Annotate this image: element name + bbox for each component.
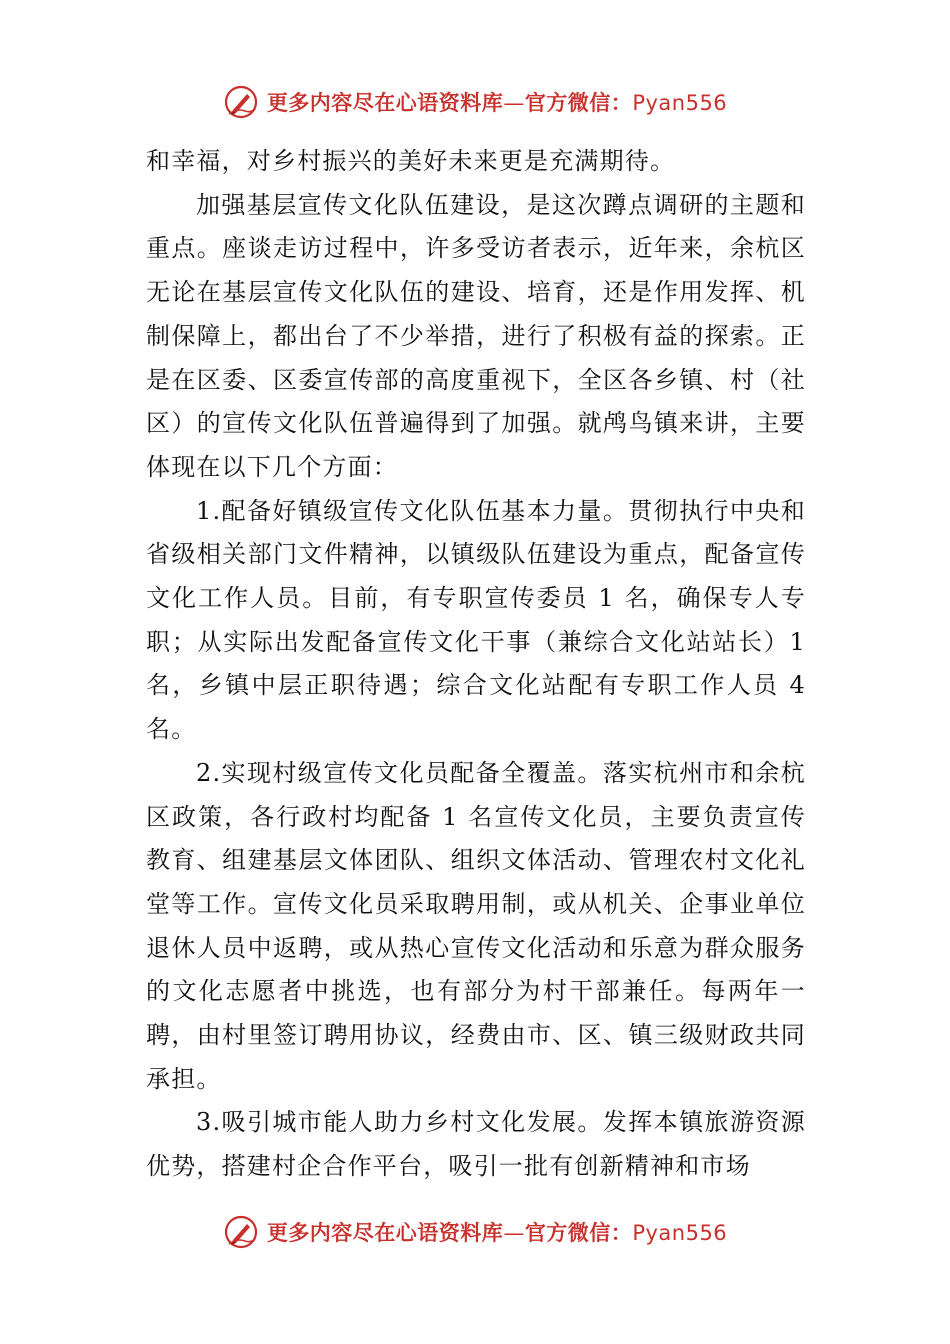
document-body xyxy=(146,140,806,1189)
watermark-site: 更多内容尽在心语资料库 xyxy=(266,1221,504,1245)
paragraph-item-2: 2.实现村级宣传文化员配备全覆盖。落实杭州市和余杭区政策，各行政村均配备 1 名宣传文化员，主要负责宣传教育、组建基层文体团队、组织文体活动、管理农村文化礼堂等工作。宣传文化员采取聘用制，或从机关、企事业单位退休人员中返聘，或从热心宣传文化活动和乐意为群众服务的文化志愿者中挑选，也有部分为村干部兼任。每两年一聘，由村里签订聘用协议，经费由市、区、镇三级财政共同承担。 xyxy=(146,758,806,1093)
watermark-wechat-id: Pyan556 xyxy=(632,91,728,115)
watermark-text xyxy=(267,87,727,117)
watermark-dash: — xyxy=(503,91,525,115)
paragraph-item-1: 1.配备好镇级宣传文化队伍基本力量。贯彻执行中央和省级相关部门文件精神，以镇级队伍建设为重点，配备宣传文化工作人员。目前，有专职宣传委员 1 名，确保专人专职；从实际出发配备宣传文化干事（兼综合文化站站长）1 名，乡镇中层正职待遇；综合文化站配有专职工作人员 4 名。 xyxy=(146,496,806,744)
watermark-site: 更多内容尽在心语资料库 xyxy=(266,91,504,115)
footer-watermark xyxy=(0,1212,950,1252)
watermark-wechat-label: 官方微信： xyxy=(524,91,633,115)
paragraph-continuation: 和幸福，对乡村振兴的美好未来更是充满期待。 xyxy=(146,147,676,175)
paragraph-intro: 加强基层宣传文化队伍建设，是这次蹲点调研的主题和重点。座谈走访过程中，许多受访者表示，近年来，余杭区无论在基层宣传文化队伍的建设、培育，还是作用发挥、机制保障上，都出台了不少举措，进行了积极有益的探索。正是在区委、区委宣传部的高度重视下，全区各乡镇、村（社区）的宣传文化队伍普遍得到了加强。就鸬鸟镇来讲，主要体现在以下几个方面： xyxy=(146,190,806,481)
paragraph-item-3: 3.吸引城市能人助力乡村文化发展。发挥本镇旅游资源优势，搭建村企合作平台，吸引一批有创新精神和市场 xyxy=(146,1108,806,1181)
watermark-dash: — xyxy=(503,1221,525,1245)
watermark-wechat-id: Pyan556 xyxy=(632,1221,728,1245)
watermark-text xyxy=(267,1217,727,1247)
pen-logo-icon xyxy=(223,84,259,120)
header-watermark xyxy=(0,82,950,122)
pen-logo-icon xyxy=(223,1214,259,1250)
watermark-wechat-label: 官方微信： xyxy=(524,1221,633,1245)
